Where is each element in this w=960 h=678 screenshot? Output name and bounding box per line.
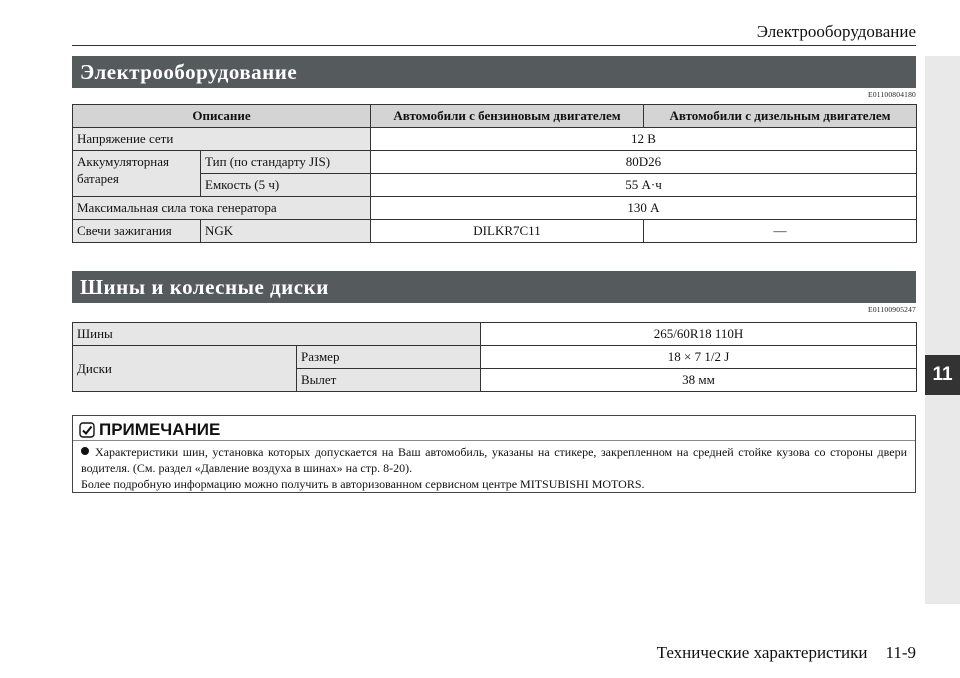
battery-type-value: 80D26 [371,151,917,174]
battery-type-label: Тип (по стандарту JIS) [201,151,371,174]
note-text-secondary: Более подробную информацию можно получить в авторизованном сервисном центре MITSUBISHI MOTORS. [81,477,645,491]
note-text: Характеристики шин, установка которых допускается на Ваш автомобиль, указаны на стикере, закрепленном на средней стойке кузова со стороны двери водителя. (См. раздел «Давление воздуха в шинах» на стр. 8-20). [81,445,907,475]
header-diesel: Автомобили с дизельным двигателем [644,105,917,128]
plugs-label: Свечи зажигания [73,220,201,243]
battery-capacity-value: 55 А·ч [371,174,917,197]
section-code-tires: E01100905247 [868,305,916,314]
section-title-electrical: Электрооборудование [72,56,916,88]
header-description: Описание [73,105,371,128]
note-body [81,444,907,492]
header-rule [72,45,916,46]
tires-value: 265/60R18 110H [481,323,917,346]
wheel-offset-label: Вылет [297,369,481,392]
wheel-offset-value: 38 мм [481,369,917,392]
alternator-value: 130 А [371,197,917,220]
voltage-label: Напряжение сети [73,128,371,151]
note-title-text: ПРИМЕЧАНИЕ [99,420,221,439]
header-petrol: Автомобили с бензиновым двигателем [371,105,644,128]
table-row [73,346,917,369]
footer-section: Технические характеристики [656,643,868,662]
table-row [73,220,917,243]
plugs-petrol: DILKR7C11 [371,220,644,243]
note-title [79,420,220,440]
tires-label: Шины [73,323,481,346]
section-code-electrical: E01100804180 [868,90,916,99]
plugs-brand: NGK [201,220,371,243]
table-row [73,151,917,174]
table-header-row [73,105,917,128]
side-strip [925,56,960,604]
running-head: Электрооборудование [756,22,916,41]
electrical-spec-table [72,104,917,243]
note-box [72,415,916,493]
voltage-value: 12 В [371,128,917,151]
wheel-size-value: 18 × 7 1/2 J [481,346,917,369]
check-icon [79,422,95,438]
alternator-label: Максимальная сила тока генератора [73,197,371,220]
battery-capacity-label: Емкость (5 ч) [201,174,371,197]
tires-spec-table [72,322,917,392]
table-row [73,197,917,220]
note-divider [73,440,915,441]
table-row [73,323,917,346]
page-footer [657,643,916,663]
table-row [73,128,917,151]
note-bullet-paragraph [81,444,907,476]
page-number: 11-9 [885,643,916,662]
plugs-diesel: — [644,220,917,243]
section-title-tires: Шины и колесные диски [72,271,916,303]
chapter-tab[interactable]: 11 [925,355,960,395]
bullet-icon [81,447,89,455]
battery-label: Аккумуляторная батарея [73,151,201,197]
wheels-label: Диски [73,346,297,392]
wheel-size-label: Размер [297,346,481,369]
